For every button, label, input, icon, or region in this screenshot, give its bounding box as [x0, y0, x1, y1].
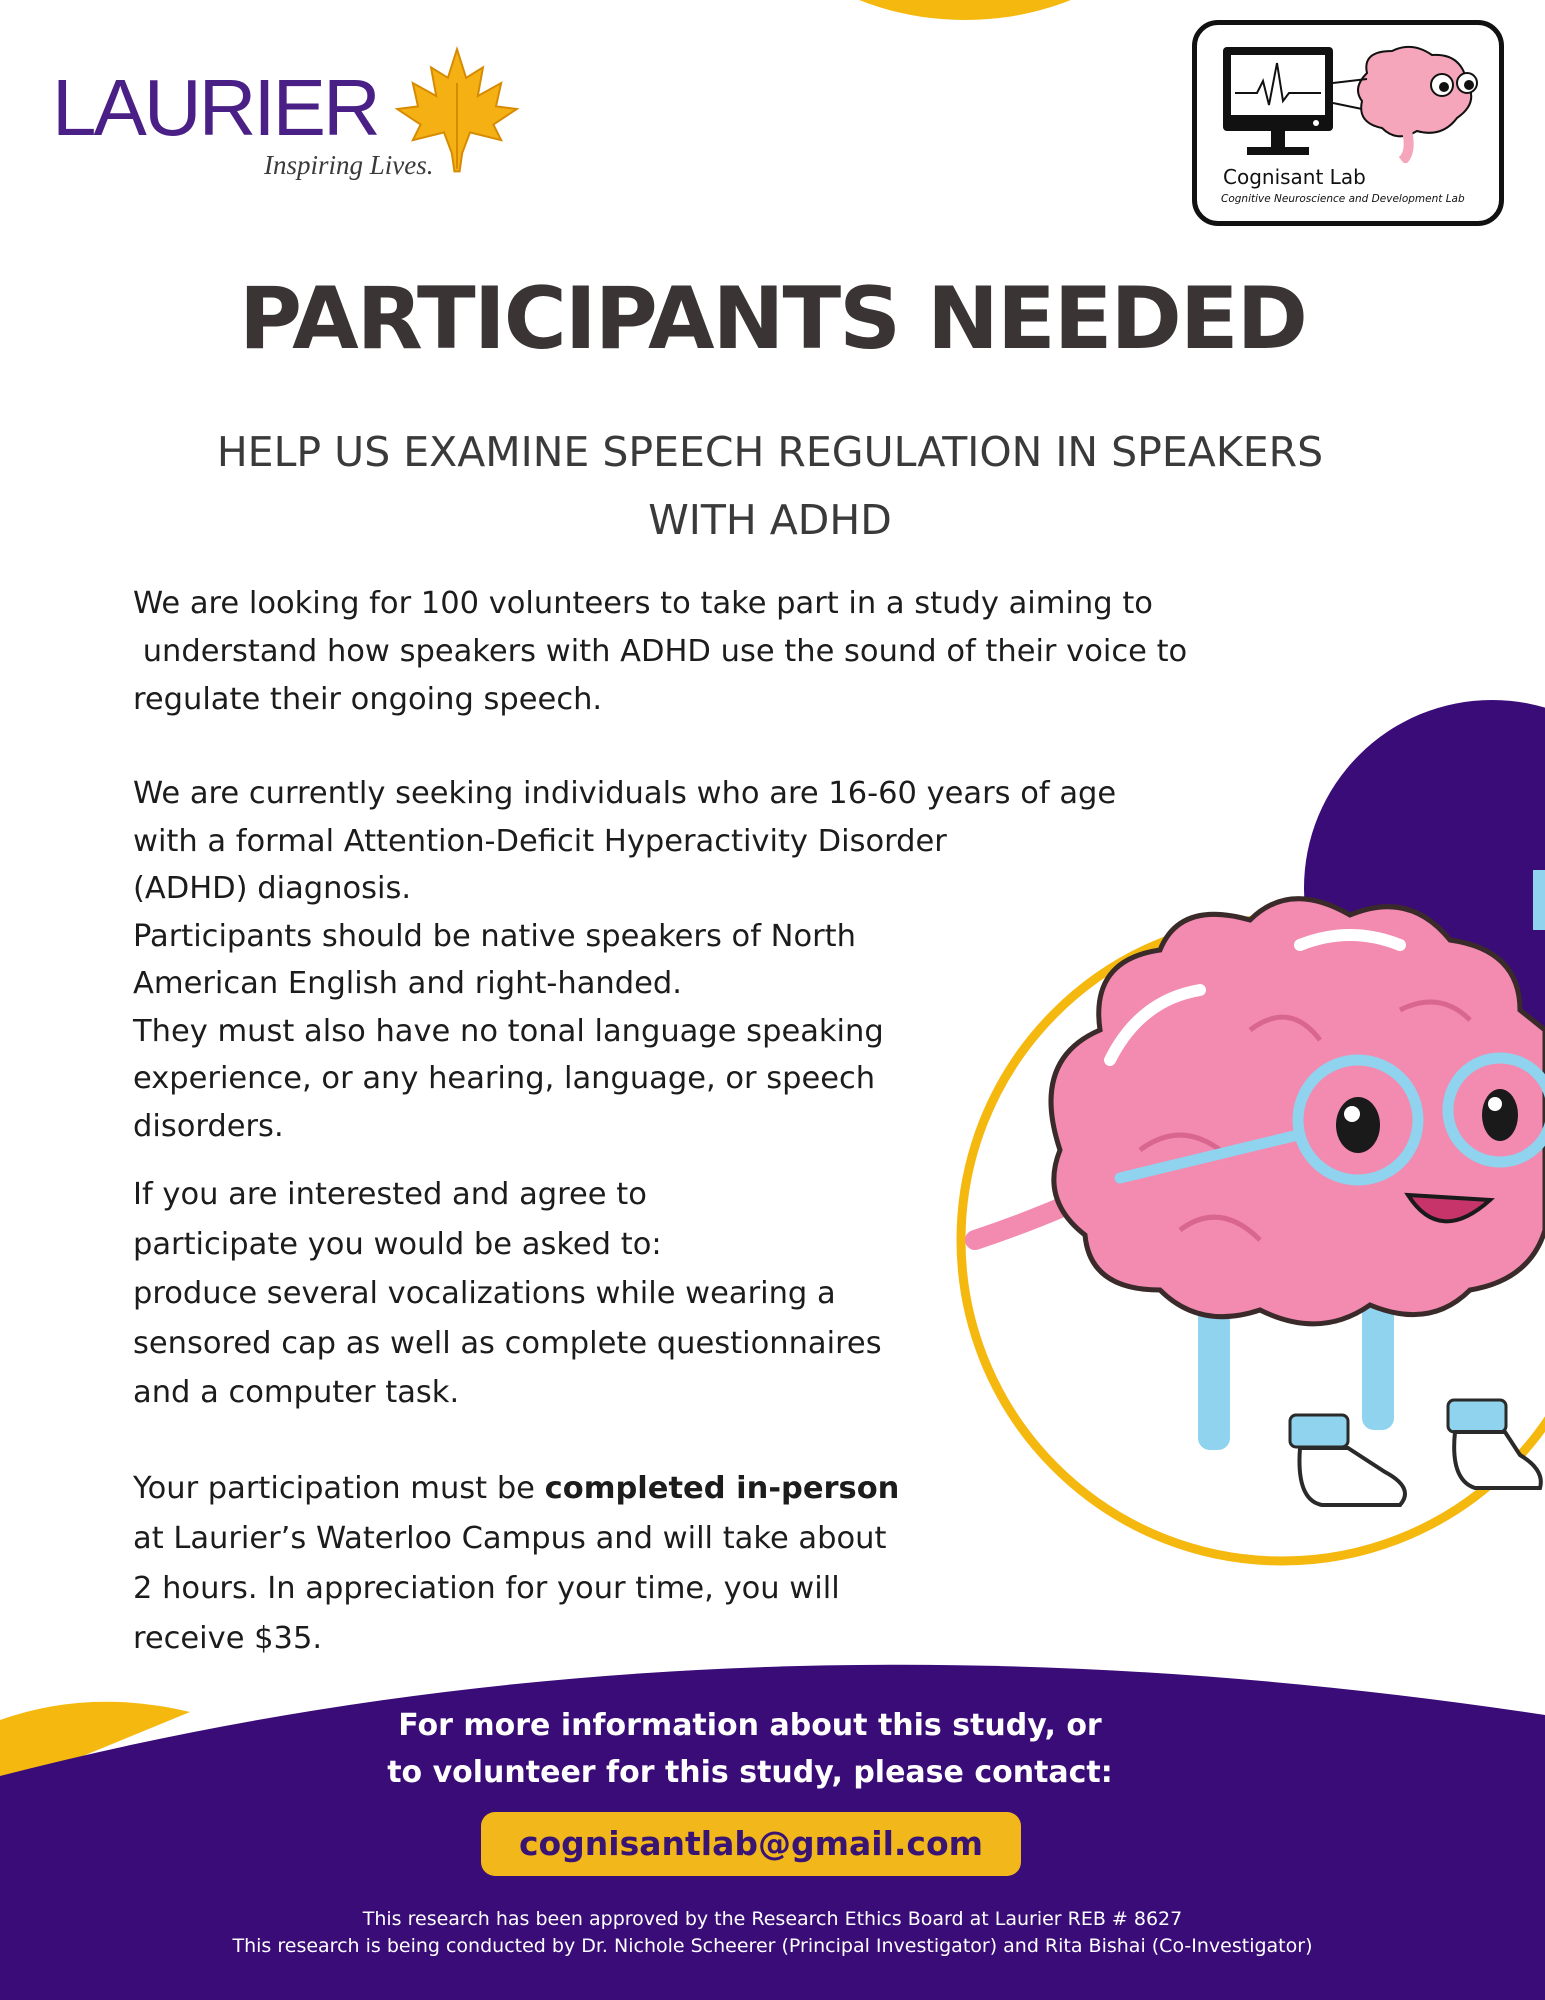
task-line: produce several vocalizations while wearing a — [133, 1276, 836, 1311]
monitor-brain-icon — [1217, 43, 1489, 163]
page-subtitle — [120, 418, 1420, 554]
subtitle-line: HELP US EXAMINE SPEECH REGULATION IN SPEAKERS — [216, 428, 1324, 476]
eligibility-line: Participants should be native speakers of North — [133, 918, 856, 954]
task-line: participate you would be asked to: — [133, 1226, 662, 1262]
participation-line — [133, 1464, 899, 1514]
lab-subtitle: Cognitive Neuroscience and Development Lab — [1221, 193, 1465, 205]
footer-line: This research has been approved by the Research Ethics Board at Laurier REB # 8627 — [362, 1908, 1183, 1930]
eligibility-line: disorders. — [133, 1108, 284, 1144]
intro-line: We are looking for 100 volunteers to take part in a study aiming to — [133, 586, 1153, 621]
participation-line: at Laurier’s Waterloo Campus and will take about — [133, 1521, 887, 1556]
eligibility-line: with a formal Attention-Deficit Hyperactivity Disorder — [133, 823, 947, 859]
participation-emphasis: completed in-person — [544, 1471, 900, 1506]
eligibility-paragraph — [133, 770, 1116, 1150]
task-line: and a computer task. — [133, 1375, 460, 1410]
laurier-logo-text: LAURIER — [52, 63, 378, 152]
participation-prefix: Your participation must be — [133, 1471, 545, 1506]
participation-paragraph — [133, 1464, 899, 1664]
intro-paragraph — [133, 580, 1187, 724]
laurier-tagline: Inspiring Lives. — [264, 150, 434, 180]
top-gold-shape — [740, 0, 1190, 20]
task-line: If you are interested and agree to — [133, 1177, 647, 1212]
task-paragraph — [133, 1170, 882, 1418]
participation-line: 2 hours. In appreciation for your time, you will — [133, 1571, 840, 1606]
intro-line: understand how speakers with ADHD use the sound of their voice to — [133, 634, 1188, 669]
contact-line: For more information about this study, or — [398, 1708, 1102, 1743]
footer-line: This research is being conducted by Dr. Nichole Scheerer (Principal Investigator) and Rita Bishai (Co-Investigator) — [232, 1935, 1313, 1957]
intro-line: regulate their ongoing speech. — [133, 682, 603, 717]
lab-name: Cognisant Lab — [1223, 165, 1366, 189]
contact-line: to volunteer for this study, please contact: — [387, 1755, 1113, 1790]
cognisant-lab-logo — [1192, 20, 1504, 226]
eligibility-line: American English and right-handed. — [133, 966, 682, 1001]
contact-email-link[interactable]: cognisantlab@gmail.com — [481, 1812, 1021, 1876]
eligibility-line: We are currently seeking individuals who are 16-60 years of age — [133, 776, 1117, 811]
footer-notes — [0, 1906, 1545, 1960]
subtitle-line: WITH ADHD — [648, 496, 892, 544]
task-line: sensored cap as well as complete questionnaires — [133, 1325, 882, 1361]
eligibility-line: They must also have no tonal language speaking — [133, 1013, 884, 1049]
page-title: PARTICIPANTS NEEDED — [238, 269, 1307, 369]
eligibility-line: (ADHD) diagnosis. — [133, 871, 412, 906]
participation-line: receive $35. — [133, 1621, 323, 1656]
eligibility-line: experience, or any hearing, language, or speech — [133, 1061, 876, 1096]
contact-text — [0, 1702, 1500, 1796]
